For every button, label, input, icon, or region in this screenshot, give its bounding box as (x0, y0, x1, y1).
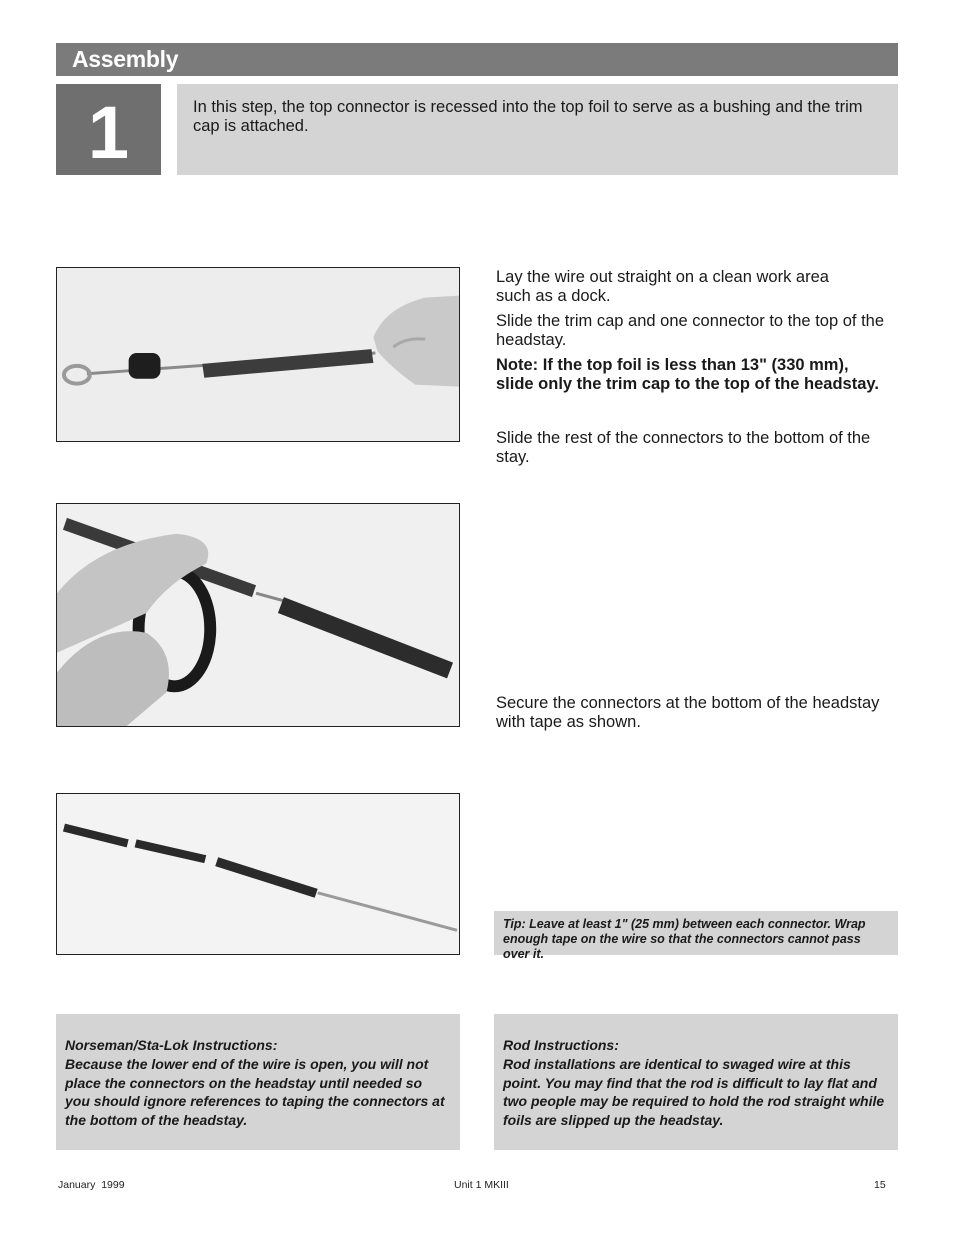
rod-instructions-title: Rod Instructions: (503, 1037, 619, 1053)
instruction-slide-rest: Slide the rest of the connectors to the bottom of the stay. (496, 429, 871, 466)
instruction-note: Note: If the top foil is less than 13" (330 mm), slide only the trim cap to the top of the headstay. (496, 356, 879, 393)
rod-instructions-box (494, 1014, 898, 1150)
step-intro-text: In this step, the top connector is recessed into the top foil to serve as a bushing and the trim cap is attached. (193, 98, 863, 135)
step-number-box (56, 84, 161, 175)
photo-taping-connectors (56, 503, 460, 727)
norseman-instructions-title: Norseman/Sta-Lok Instructions: (65, 1037, 278, 1053)
section-title: Assembly (72, 46, 179, 72)
footer-date: January 1999 (58, 1179, 125, 1191)
tip-text: Tip: Leave at least 1" (25 mm) between each connector. Wrap enough tape on the wire so that the connectors cannot pass over it. (503, 917, 866, 961)
instruction-lay-wire: Lay the wire out straight on a clean work area such as a dock. (496, 268, 829, 305)
rod-instructions-body: Rod installations are identical to swaged wire at this point. You may find that the rod is difficult to lay flat and two people may be required to hold the rod straight while foils are slipped up the headstay. (503, 1055, 885, 1129)
step-intro-box (177, 84, 898, 175)
step-number: 1 (87, 91, 130, 174)
footer-unit: Unit 1 MKIII (454, 1179, 509, 1191)
photo-wire-illustration (57, 794, 459, 954)
section-header-bar (56, 43, 898, 76)
instruction-secure-connectors: Secure the connectors at the bottom of the headstay with tape as shown. (496, 694, 880, 731)
footer-page-number: 15 (874, 1179, 886, 1191)
rod-instructions (503, 1036, 888, 1130)
photo-taping-illustration (57, 504, 459, 726)
instruction-text-block (496, 268, 900, 400)
instruction-slide-trim-cap: Slide the trim cap and one connector to the top of the headstay. (496, 312, 884, 349)
photo-connectors-on-wire (56, 793, 460, 955)
norseman-instructions-box (56, 1014, 460, 1150)
photo-trim-cap-illustration (57, 268, 459, 441)
norseman-instructions-body: Because the lower end of the wire is open, you will not place the connectors on the headstay until needed so you should ignore references to taping the connectors at the bottom of the headstay. (65, 1055, 445, 1129)
photo-trim-cap-connector (56, 267, 460, 442)
norseman-instructions (65, 1036, 450, 1130)
tip-box (494, 911, 898, 961)
